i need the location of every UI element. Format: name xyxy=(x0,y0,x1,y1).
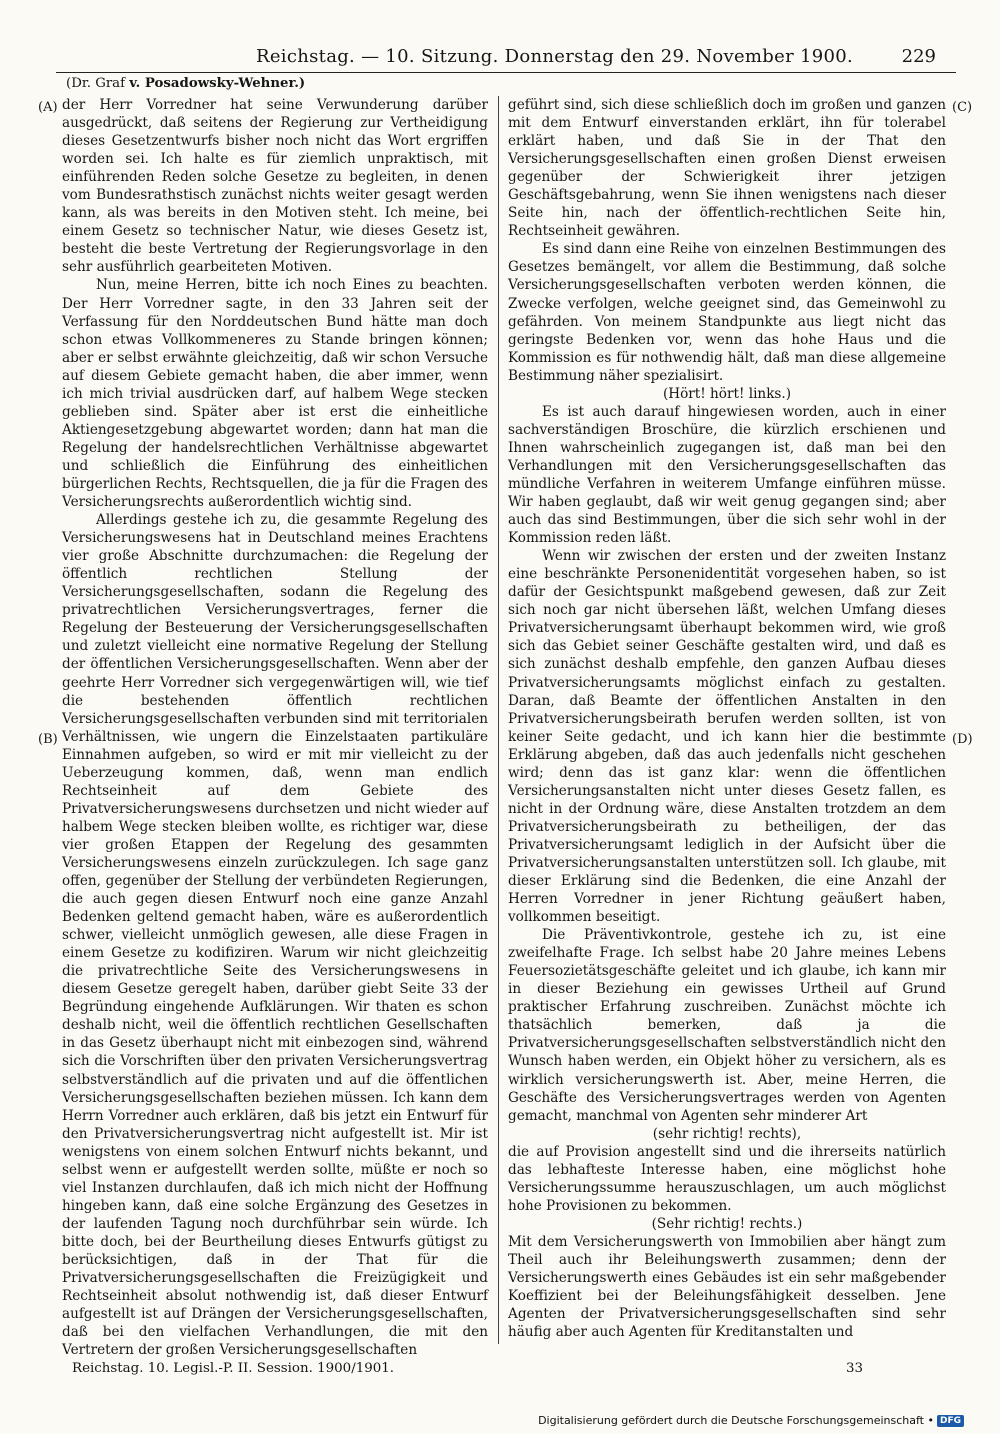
right-paragraph: Die Präventivkontrole, gestehe ich zu, ist eine zweifelhafte Frage. Ich selbst habe 20 Jahre meines Lebens Feuersozietätsgeschäfte geleitet und ich glaube, ich kann mir in dieser Beziehung ein gewisses Urtheil auf Grund praktischer Erfahrung zuschreiben. Zunächst möchte ich thatsächlich bemerken, daß ja die Privatversicherungsgesellschaften selbstverständlich nicht den Wunsch haben werden, ein Objekt höher zu versichern, als es wirklich versicherungswerth ist. Aber, meine Herren, die Geschäfte des Versicherungsvertrages werden von Agenten gemacht, manchmal von Agenten sehr minderer Art xyxy=(508,927,946,1124)
left-paragraph-2: Nun, meine Herren, bitte ich noch Eines zu beachten. Der Herr Vorredner sagte, in den 33 Jahren seit der Verfassung für den Norddeutschen Bund hätte man doch schon etwas Vollkommeneres zu Stande bringen können; aber er selbst erwähnte gleichzeitig, daß wir schon Versuche auf diesem Gebiete gemacht haben, die aber immer, wenn ich mich trivial ausdrücken darf, auf halbem Wege stecken geblieben sind. Später aber ist erst die einheitliche Aktiengesetzgebung abgewartet worden; dann hat man die Regelung der handelsrechtlichen Verhältnisse abgewartet und schließlich die Einführung des einheitlichen bürgerlichen Rechts, Rechtsquellen, die ja für die Fragen des Versicherungsrechts außerordentlich wichtig sind. xyxy=(62,277,488,511)
speaker-line xyxy=(66,76,305,91)
dfg-logo: DFG xyxy=(937,1415,964,1427)
right-paragraph: Es sind dann eine Reihe von einzelnen Bestimmungen des Gesetzes bemängelt, vor allem die Bestimmung, daß solche Versicherungsgesellschaften verboten werden können, die Zwecke verfolgen, welche geeignet sind, das Gemeinwohl zu gefährden. Von meinem Standpunkte aus liegt nicht das geringste Bedenken vor, wenn das hohe Haus und die Kommission es für nothwendig hält, daß man diese allgemeine Bestimmung näher spezialisirt. xyxy=(508,241,946,384)
margin-marker-d: (D) xyxy=(952,732,973,747)
left-paragraph-3: Allerdings gestehe ich zu, die gesammte Regelung des Versicherungswesens hat in Deutschland meines Erachtens vier große Abschnitte durchzumachen: die Regelung der öffentlich rechtlichen Stellung der Versicherungsgesellschaften, sodann die Regelung des privatrechtlichen Versicherungsvertrages, ferner die Regelung der Besteuerung der Versicherungsgesellschaften und zuletzt vielleicht eine normative Regelung der Stellung der öffentlichen Versicherungsgesellschaften. Wenn aber der geehrte Herr Vorredner sich vergegenwärtigen will, wie tief die bestehenden öffentlich rechtlichen Versicherungsgesellschaften verbunden sind mit territorialen Verhältnissen, wie ungern die Einzelstaaten partikuläre Einnahmen aufgeben, so wird er mit mir vielleicht zu der Ueberzeugung kommen, daß, wenn man endlich Rechtseinheit auf dem Gebiete des Privatversicherungswesens durchsetzen und nicht wieder auf halbem Wege stecken bleiben wollte, es richtiger war, diese vier großen Etappen der Regelung des gesammten Versicherungswesens einzeln zurückzulegen. Ich sage ganz offen, gegenüber der Stellung der verbündeten Regierungen, die auch gegen diesen Entwurf noch eine ganze Anzahl Bedenken geltend gemacht haben, wäre es außerordentlich schwer, vielleicht unmöglich gewesen, alle diese Fragen in einem Gesetze zu kodifiziren. Warum wir nicht gleichzeitig die privatrechtliche Seite des Versicherungswesens in diesem Gesetze geregelt haben, darüber giebt Seite 33 der Begründung eingehende Aufklärungen. Wir thaten es schon deshalb nicht, weil die öffentlich rechtlichen Gesellschaften in das Gesetz überhaupt nicht mit einbezogen sind, während sich die Vorschriften über den privaten Versicherungsvertrag selbstverständlich auf die privaten und auf die öffentlichen Versicherungsgesellschaften beziehen müssen. Ich kann dem Herrn Vorredner auch erklären, daß bis jetzt ein Entwurf für den Privatversicherungsvertrag nicht aufgestellt ist. Mir ist wenigstens von einem solchen Entwurf nichts bekannt, und selbst wenn er aufgestellt werden sollte, müßte er noch so viel Instanzen durchlaufen, daß ich mich nicht der Hoffnung hingeben kann, daß eine solche Ergänzung des Gesetzes in der laufenden Tagung noch durchführbar sein würde. Ich bitte doch, bei der Beurtheilung dieses Entwurfs gütigst zu berücksichtigen, daß in der That für die Privatversicherungsgesellschaften die Freizügigkeit und Rechtseinheit absolut nothwendig ist, daß dieser Entwurf aufgestellt ist auf Drängen der Versicherungsgesellschaften, daß bei den vielfachen Verhandlungen, die mit den Vertretern der großen Versicherungsgesellschaften xyxy=(62,512,488,1359)
right-paragraph: Es ist auch darauf hingewiesen worden, auch in einer sachverständigen Broschüre, die kürzlich erschienen und Ihnen wahrscheinlich zugegangen ist, daß man bei den Verhandlungen mit den Versicherungsgesellschaften das mündliche Verfahren in weiterem Umfange einführen müsse. Wir haben geglaubt, daß wir weit genug gegangen sind; aber auch das sind Bestimmungen, über die sich sehr wohl in der Kommission reden läßt. xyxy=(508,403,946,547)
digitization-credit xyxy=(538,1414,964,1427)
left-paragraph-1: der Herr Vorredner hat seine Verwunderung darüber ausgedrückt, daß seitens der Regierung zur Vertheidigung dieses Gesetzentwurfs bisher noch nicht das Wort ergriffen worden sei. Ich halte es für ziemlich unpraktisch, mit einführenden Reden solche Gesetze zu begleiten, in denen vom Bundesrathstisch zunächst nichts weiter gesagt werden kann, als was bereits in den Motiven steht. Ich meine, bei einem Gesetz so technischer Natur, wie dieses Gesetz ist, besteht die beste Vertretung der Regierungsvorlage in den sehr ausführlich gearbeiteten Motiven. xyxy=(62,97,488,276)
interjection: (Hört! hört! links.) xyxy=(662,385,792,402)
margin-marker-c: (C) xyxy=(952,100,973,115)
right-column xyxy=(508,96,946,1341)
speaker-prefix: (Dr. Graf xyxy=(66,76,126,91)
speaker-name: v. Posadowsky-Wehner.) xyxy=(129,76,306,91)
header-rule xyxy=(56,72,956,73)
left-column xyxy=(62,96,488,1359)
page-number: 229 xyxy=(901,46,936,67)
right-paragraph: geführt sind, sich diese schließlich doch im großen und ganzen mit dem Entwurf einverstanden erklärt, ihn für tolerabel erklärt haben, und daß Sie in der That den Versicherungsgesellschaften einen großen Dienst erweisen gegenüber der Schwierigkeit ihrer jetzigen Geschäftsgebahrung, wenn Sie ihnen wenigstens nach dieser Seite hin, nach der öffentlich-rechtlichen Seite hin, Rechtseinheit gewähren. xyxy=(508,97,946,240)
margin-marker-b: (B) xyxy=(38,732,58,747)
footer-signature-number: 33 xyxy=(846,1361,864,1376)
page-header xyxy=(56,46,946,72)
right-paragraph: Wenn wir zwischen der ersten und der zweiten Instanz eine beschränkte Personenidentität vorgesehen haben, so ist dafür der Gesichtspunkt maßgebend gewesen, daß zur Zeit sich noch gar nicht übersehen läßt, welchen Umfang dieses Privatversicherungsamt überhaupt bekommen wird, wie groß sich das Gebiet seiner Geschäfte gestalten wird, und daß es sich zunächst deshalb empfehle, den ganzen Aufbau dieses Privatversicherungsamts möglichst einfach zu gestalten. Daran, daß Beamte der öffentlichen Anstalten in den Privatversicherungsbeirath berufen werden sollten, ist von keiner Seite gedacht, und ich kann hier die bestimmte Erklärung abgeben, daß das auch jedenfalls nicht geschehen wird; denn das ist ganz klar: wenn die öffentlichen Versicherungsanstalten nicht unter dieses Gesetz fallen, es nicht in der Ordnung wäre, diese Anstalten trotzdem an dem Privatversicherungsbeirath zu betheiligen, der das Privatversicherungsamt lediglich in der Aufsicht über die Privatversicherungsanstalten unterstützen soll. Ich glaube, mit dieser Erklärung sind die Bedenken, die eine Anzahl der Herren Vorredner in jener Richtung geäußert haben, vollkommen beseitigt. xyxy=(508,548,946,926)
interjection: (sehr richtig! rechts), xyxy=(652,1125,802,1142)
running-title: Reichstag. — 10. Sitzung. Donnerstag den 29. November 1900. xyxy=(256,46,854,67)
right-paragraph: Mit dem Versicherungswerth von Immobilien aber hängt zum Theil auch ihr Beleihungswerth zusammen; denn der Versicherungswerth eines Gebäudes ist ein sehr maßgebender Koeffizient bei der Beleihungsfähigkeit desselben. Jene Agenten der Privatversicherungsgesellschaften sind sehr häufig aber auch Agenten für Kreditanstalten und xyxy=(508,1233,946,1341)
footer-signature-left: Reichstag. 10. Legisl.-P. II. Session. 1900/1901. xyxy=(72,1361,395,1376)
margin-marker-a: (A) xyxy=(38,100,58,115)
credit-text: Digitalisierung gefördert durch die Deutsche Forschungsgemeinschaft • xyxy=(538,1414,934,1427)
interjection: (Sehr richtig! rechts.) xyxy=(651,1215,803,1232)
right-paragraph: die auf Provision angestellt sind und die ihrerseits natürlich das lebhafteste Interesse haben, eine möglichst hohe Versicherungssumme herauszuschlagen, um auch möglichst hohe Provisionen zu bekommen. xyxy=(508,1143,946,1214)
column-divider xyxy=(498,96,499,1344)
